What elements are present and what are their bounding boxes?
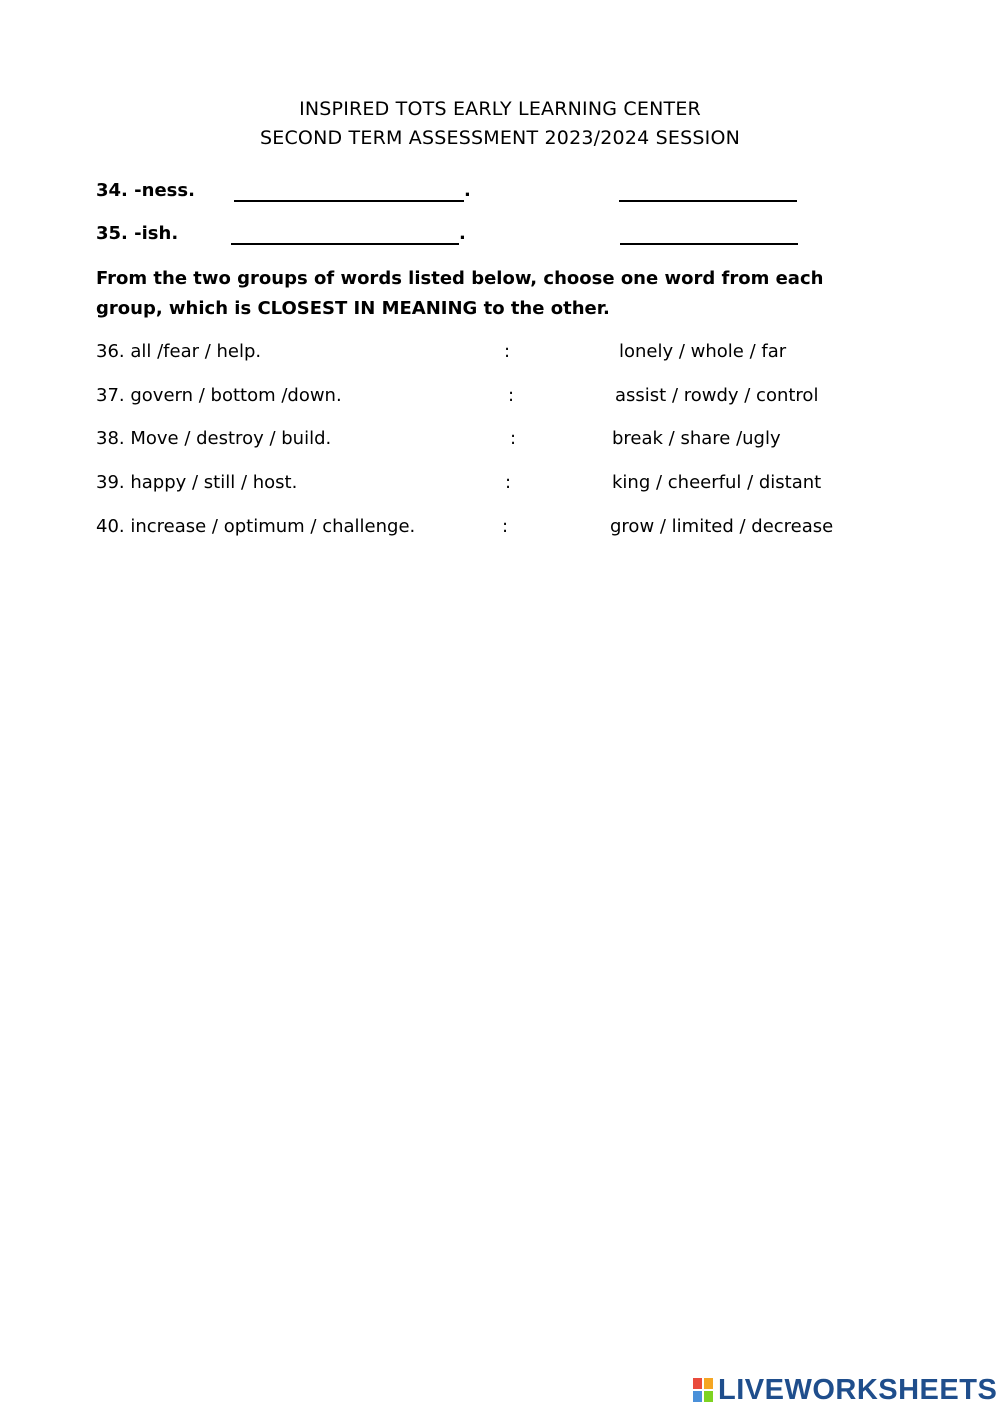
blank-period: . <box>459 223 466 244</box>
question-37-separator: : <box>508 385 515 406</box>
question-38-right-group: break / share /ugly <box>612 428 781 449</box>
logo-text: LIVEWORKSHEETS <box>718 1373 998 1406</box>
answer-blank-34a[interactable] <box>234 200 464 202</box>
assessment-title: SECOND TERM ASSESSMENT 2023/2024 SESSION <box>259 127 741 149</box>
question-35-label: 35. -ish. <box>96 223 179 244</box>
school-name: INSPIRED TOTS EARLY LEARNING CENTER <box>299 98 701 120</box>
answer-blank-35a[interactable] <box>231 243 459 245</box>
question-36-left-group: 36. all /fear / help. <box>96 341 262 362</box>
liveworksheets-logo[interactable] <box>692 1374 997 1406</box>
blank-period: . <box>464 180 471 201</box>
question-39-right-group: king / cheerful / distant <box>612 472 822 493</box>
answer-blank-34b[interactable] <box>619 200 797 202</box>
question-38-left-group: 38. Move / destroy / build. <box>96 428 332 449</box>
question-39-separator: : <box>505 472 512 493</box>
question-40-left-group: 40. increase / optimum / challenge. <box>96 516 416 537</box>
question-37-right-group: assist / rowdy / control <box>615 385 819 406</box>
liveworksheets-logo-icon <box>692 1377 714 1403</box>
question-34-label: 34. -ness. <box>96 180 195 201</box>
answer-blank-35b[interactable] <box>620 243 798 245</box>
question-38-separator: : <box>510 428 517 449</box>
question-36-right-group: lonely / whole / far <box>619 341 787 362</box>
instruction-text: From the two groups of words listed below, choose one word from each group, which is CLOSEST IN MEANING to the other. <box>96 268 824 319</box>
question-36-separator: : <box>504 341 511 362</box>
question-40-right-group: grow / limited / decrease <box>610 516 834 537</box>
question-37-left-group: 37. govern / bottom /down. <box>96 385 342 406</box>
question-40-separator: : <box>502 516 509 537</box>
question-39-left-group: 39. happy / still / host. <box>96 472 298 493</box>
